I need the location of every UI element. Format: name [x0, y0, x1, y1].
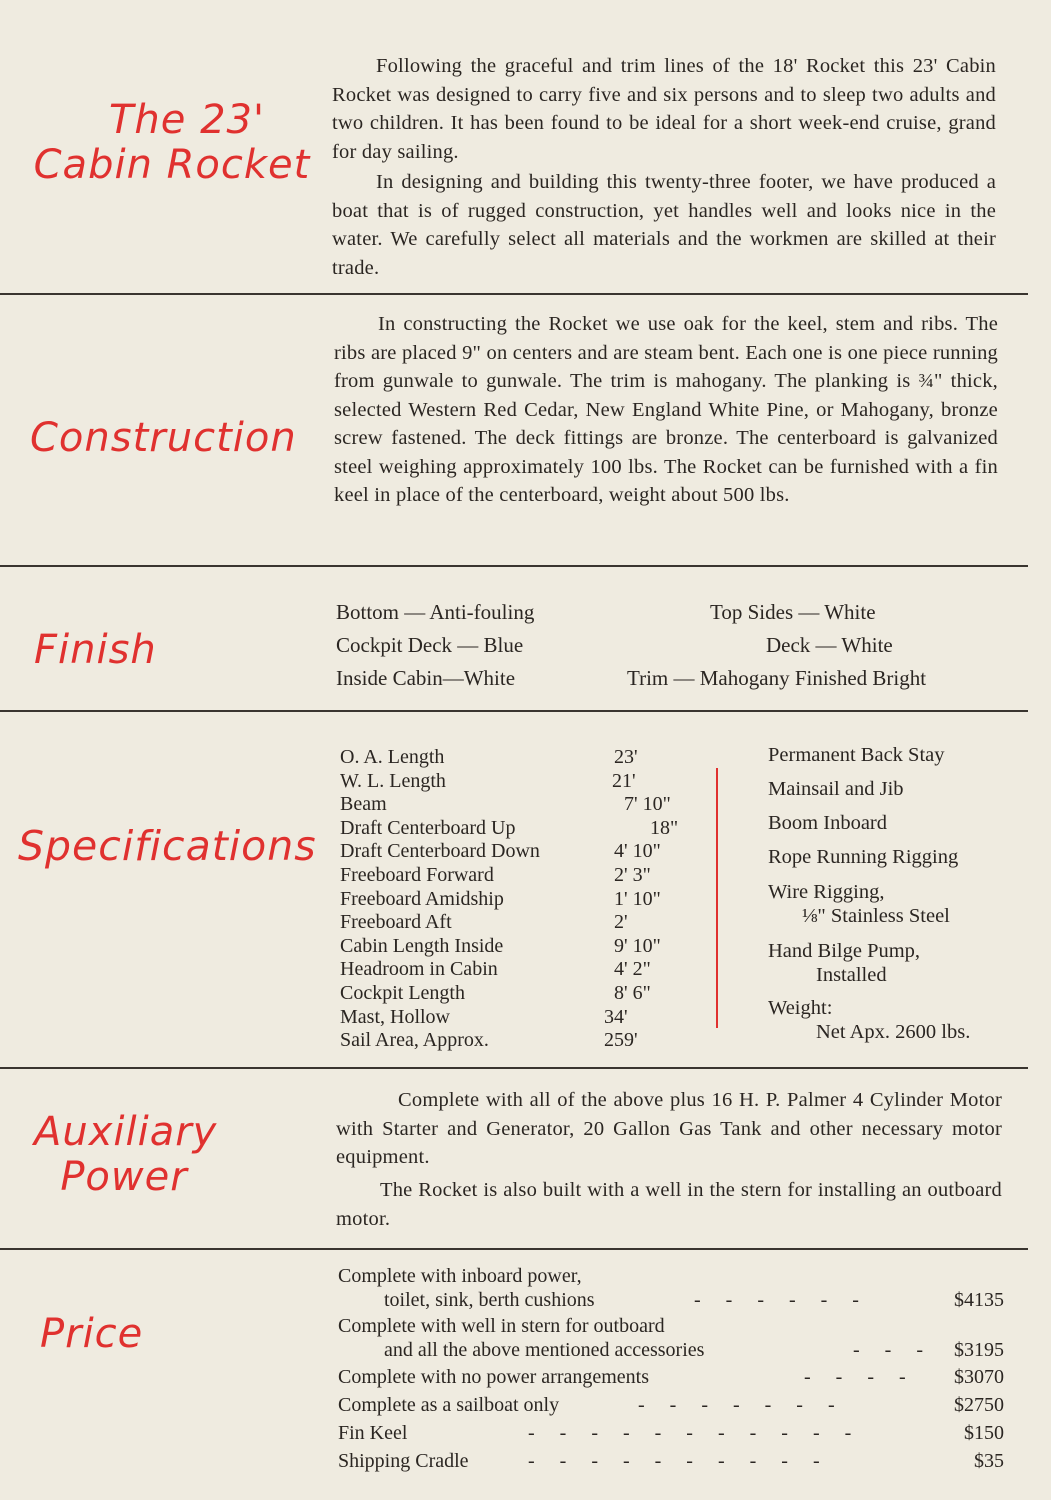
section-divider — [0, 1067, 1028, 1069]
price-row — [338, 1365, 1004, 1389]
price-row — [338, 1393, 1004, 1417]
red-divider-line — [716, 768, 718, 1028]
price-desc: and all the above mentioned accessories — [384, 1339, 705, 1361]
spec-label: Cabin Length Inside — [340, 934, 504, 957]
spec-value: 34' — [604, 1005, 628, 1028]
leader-dashes: - - - - — [804, 1366, 906, 1388]
heading-line: Auxiliary — [34, 1109, 218, 1155]
spec-value: 2' — [614, 911, 628, 934]
finish-item: Inside Cabin—White — [336, 666, 516, 690]
finish-item: Bottom — Anti-fouling — [336, 600, 535, 624]
spec-label: Sail Area, Approx. — [340, 1029, 489, 1052]
price-desc: Fin Keel — [338, 1422, 408, 1444]
spec-value: 18" — [650, 816, 679, 839]
finish-item: Cockpit Deck — Blue — [336, 633, 524, 657]
specifications-heading: Specifications — [18, 822, 317, 870]
spec-label: Draft Centerboard Up — [340, 816, 516, 839]
spec-feature: Boom Inboard — [768, 812, 887, 834]
price-value: $3070 — [954, 1366, 1004, 1388]
section-divider — [0, 1248, 1028, 1250]
spec-feature: Wire Rigging, — [768, 881, 885, 903]
auxiliary-paragraph-1: Complete with all of the above plus 16 H. P. Palmer 4 Cylinder Motor with Starter and Generator, 20 Gallon Gas Tank and other necessary motor equipment. — [336, 1089, 1002, 1168]
price-row — [338, 1264, 1004, 1312]
spec-feature: Weight: — [768, 997, 833, 1019]
intro-paragraph-2: In designing and building this twenty-three footer, we have produced a boat that is of rugged construction, yet handles well and looks nice in the water. We carefully select all materials and the workmen are skilled at their trade. — [332, 171, 996, 279]
spec-label: O. A. Length — [340, 746, 445, 768]
finish-item: Trim — Mahogany Finished Bright — [627, 666, 927, 690]
spec-value: 21' — [612, 769, 636, 792]
cabin-rocket-heading — [22, 98, 322, 188]
section-divider — [0, 565, 1028, 567]
price-desc: Complete with well in stern for outboard — [338, 1315, 665, 1337]
section-divider — [0, 293, 1028, 295]
spec-feature: Rope Running Rigging — [768, 846, 959, 868]
price-value: $35 — [974, 1450, 1004, 1472]
auxiliary-paragraph-2: The Rocket is also built with a well in the stern for installing an outboard motor. — [336, 1179, 1002, 1230]
spec-feature: Hand Bilge Pump, — [768, 940, 921, 962]
spec-value: 7' 10" — [624, 793, 671, 816]
spec-feature: Installed — [816, 964, 887, 986]
spec-label: W. L. Length — [340, 769, 446, 792]
spec-label: Freeboard Amidship — [340, 887, 504, 910]
leader-dashes: - - - - - - - — [638, 1394, 835, 1416]
leader-dashes: - - - — [853, 1339, 923, 1361]
leader-dashes: - - - - - - - - - - — [528, 1450, 820, 1472]
section-divider — [0, 710, 1028, 712]
spec-value: 8' 6" — [614, 982, 651, 1004]
spec-label: Beam — [340, 793, 387, 816]
price-row — [338, 1421, 1004, 1445]
heading-line: The 23' — [108, 97, 265, 143]
price-value: $150 — [964, 1422, 1004, 1444]
spec-value: 4' 2" — [614, 958, 651, 981]
heading-line: Cabin Rocket — [33, 141, 311, 188]
price-value: $3195 — [954, 1339, 1004, 1361]
spec-label: Mast, Hollow — [340, 1005, 450, 1028]
spec-label: Freeboard Forward — [340, 864, 494, 886]
price-desc: Shipping Cradle — [338, 1450, 469, 1472]
spec-value: 1' 10" — [614, 887, 661, 910]
price-heading: Price — [40, 1311, 144, 1357]
price-desc: Complete with no power arrangements — [338, 1366, 650, 1388]
heading-line: Power — [60, 1153, 188, 1200]
finish-item: Top Sides — White — [710, 600, 876, 624]
spec-value: 9' 10" — [614, 934, 661, 957]
finish-heading: Finish — [34, 627, 157, 673]
price-value: $2750 — [954, 1394, 1004, 1416]
price-desc: toilet, sink, berth cushions — [384, 1289, 595, 1311]
construction-heading: Construction — [30, 415, 297, 461]
price-desc: Complete with inboard power, — [338, 1265, 582, 1287]
intro-paragraph-1: Following the graceful and trim lines of the 18' Rocket this 23' Cabin Rocket was designed to carry five and six persons and to sleep two adults and two children. It has been found to be ideal for a short week-end cruise, grand for day sailing. — [332, 55, 996, 163]
leader-dashes: - - - - - - — [694, 1289, 859, 1311]
spec-label: Freeboard Aft — [340, 911, 452, 934]
spec-feature: Net Apx. 2600 lbs. — [816, 1021, 971, 1043]
spec-label: Cockpit Length — [340, 982, 465, 1004]
price-row — [338, 1449, 1004, 1473]
price-value: $4135 — [954, 1289, 1004, 1311]
auxiliary-power-heading — [34, 1109, 218, 1200]
spec-feature: Permanent Back Stay — [768, 744, 945, 766]
finish-item: Deck — White — [766, 633, 893, 657]
spec-feature: Mainsail and Jib — [768, 778, 904, 800]
spec-value: 23' — [614, 746, 638, 768]
price-desc: Complete as a sailboat only — [338, 1394, 560, 1416]
leader-dashes: - - - - - - - - - - - — [528, 1422, 852, 1444]
spec-value: 259' — [604, 1029, 638, 1052]
construction-paragraph: In constructing the Rocket we use oak for the keel, stem and ribs. The ribs are placed 9" on centers and are steam bent. Each one is one piece running from gunwale to gunwale. The trim is mahogany. The planking is ¾" thick, selected Western Red Cedar, New England White Pine, or Mahogany, bronze screw fastened. The deck fittings are bronze. The centerboard is galvanized steel weighing approximately 100 lbs. The Rocket can be furnished with a fin keel in place of the centerboard, weight about 500 lbs. — [334, 313, 998, 506]
spec-feature: ⅛" Stainless Steel — [802, 905, 950, 927]
spec-value: 2' 3" — [614, 864, 651, 886]
spec-label: Headroom in Cabin — [340, 958, 498, 981]
price-row — [338, 1314, 1004, 1362]
spec-value: 4' 10" — [614, 840, 661, 863]
spec-label: Draft Centerboard Down — [340, 840, 540, 863]
